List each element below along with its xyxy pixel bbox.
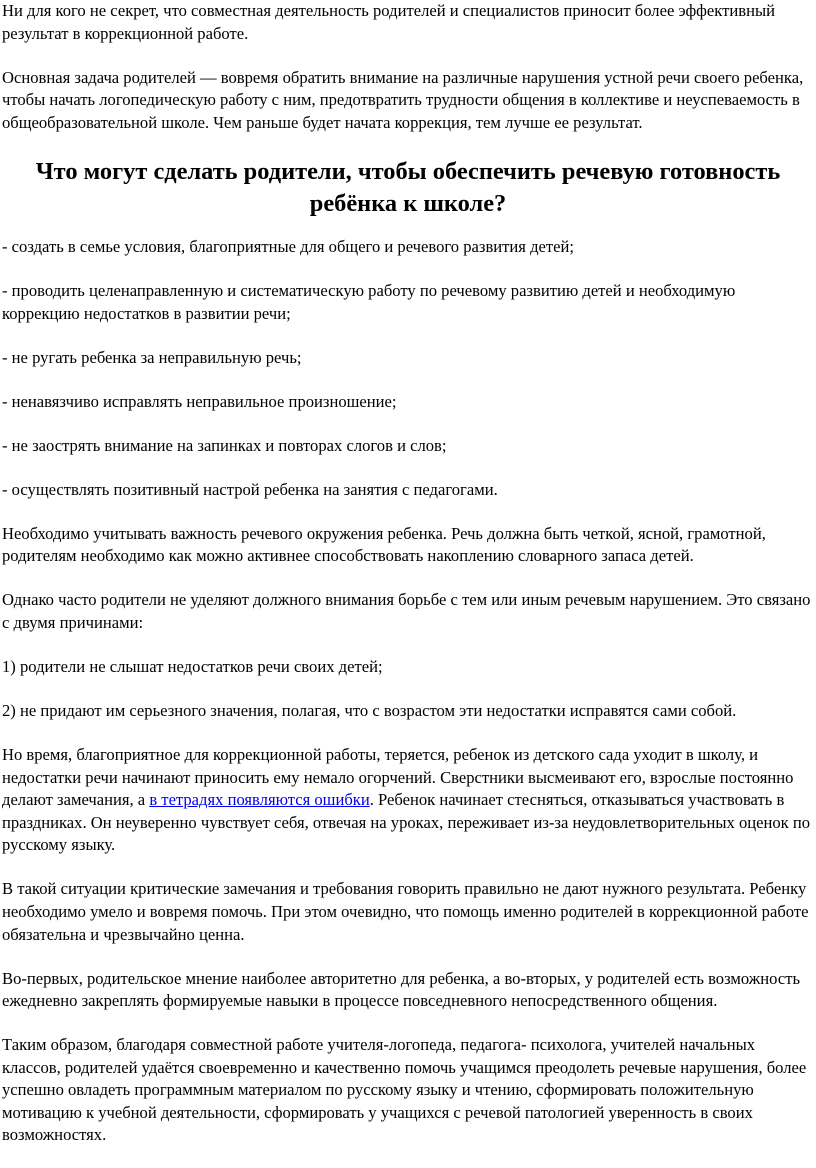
list-item: - осуществлять позитивный настрой ребенка на занятия с педагогами. <box>2 479 498 499</box>
time-paragraph-text-before: Но время, благоприятное для коррекционной работы, теряется, ребенок из детского сада уходит в школу, и недостатки речи начинают приносить ему немало огорчений. Сверстники высмеивают его, взрослые постоянно делают замечания, а <box>2 744 794 810</box>
time-paragraph-text-after: . Ребенок начинает стесняться, отказываться участвовать в праздниках. Он неуверенно чувствует себя, отвечая на уроках, переживает из-за неудовлетворительных оценок по русскому языку. <box>2 790 811 855</box>
list-item: - создать в семье условия, благоприятные для общего и речевого развития детей; <box>2 237 574 257</box>
environment-paragraph: Необходимо учитывать важность речевого окружения ребенка. Речь должна быть четкой, ясной, грамотной, родителям необходимо как можно активнее способствовать накоплению словарного запаса детей. <box>2 523 766 566</box>
situation-paragraph: В такой ситуации критические замечания и требования говорить правильно не дают нужного результата. Ребенку необходимо умело и вовремя помочь. При этом очевидно, что помощь именно родителей в коррекционной работе обязательна и чрезвычайно ценна. <box>2 879 809 944</box>
reason-item-1: 1) родители не слышат недостатков речи своих детей; <box>2 657 383 677</box>
list-item: - не заострять внимание на запинках и повторах слогов и слов; <box>2 435 447 455</box>
section-heading: Что могут сделать родители, чтобы обеспечить речевую готовность ребёнка к школе? <box>35 158 781 217</box>
intro-paragraph-1: Ни для кого не секрет, что совместная деятельность родителей и специалистов приносит более эффективный результат в коррекционной работе. <box>2 1 775 43</box>
conclusion-paragraph: Таким образом, благодаря совместной работе учителя-логопеда, педагога- психолога, учителей начальных классов, родителей удаётся своевременно и качественно помочь учащимся преодолеть речевые нарушения, более успешно овладеть программным материалом по русскому языку и чтению, сформировать положительную мотивацию к учебной деятельности, сформировать у учащихся с речевой патологией уверенность в своих возможностях. <box>2 1035 807 1145</box>
reasons-paragraph: Однако часто родители не уделяют должного внимания борьбе с тем или иным речевым нарушением. Это связано с двумя причинами: <box>2 590 811 633</box>
intro-paragraph-2: Основная задача родителей — вовремя обратить внимание на различные нарушения устной речи своего ребенка, чтобы начать логопедическую работу с ним, предотвратить трудности общения в коллективе и неуспеваемость в общеобразовательной школе. Чем раньше будет начата коррекция, тем лучше ее результат. <box>2 67 804 132</box>
firstly-paragraph: Во-первых, родительское мнение наиболее авторитетно для ребенка, а во-вторых, у родителей есть возможность ежедневно закреплять формируемые навыки в процессе повседневного непосредственного общения. <box>2 968 801 1011</box>
list-item: - не ругать ребенка за неправильную речь; <box>2 347 302 367</box>
reason-item-2: 2) не придают им серьезного значения, полагая, что с возрастом эти недостатки исправятся сами собой. <box>2 701 737 720</box>
time-paragraph <box>2 744 814 857</box>
list-item: - ненавязчиво исправлять неправильное произношение; <box>2 391 397 411</box>
list-item: - проводить целенаправленную и систематическую работу по речевому развитию детей и необходимую коррекцию недостатков в развитии речи; <box>2 281 736 323</box>
notebook-errors-link[interactable]: в тетрадях появляются ошибки <box>149 790 370 810</box>
document-body <box>2 0 814 1168</box>
